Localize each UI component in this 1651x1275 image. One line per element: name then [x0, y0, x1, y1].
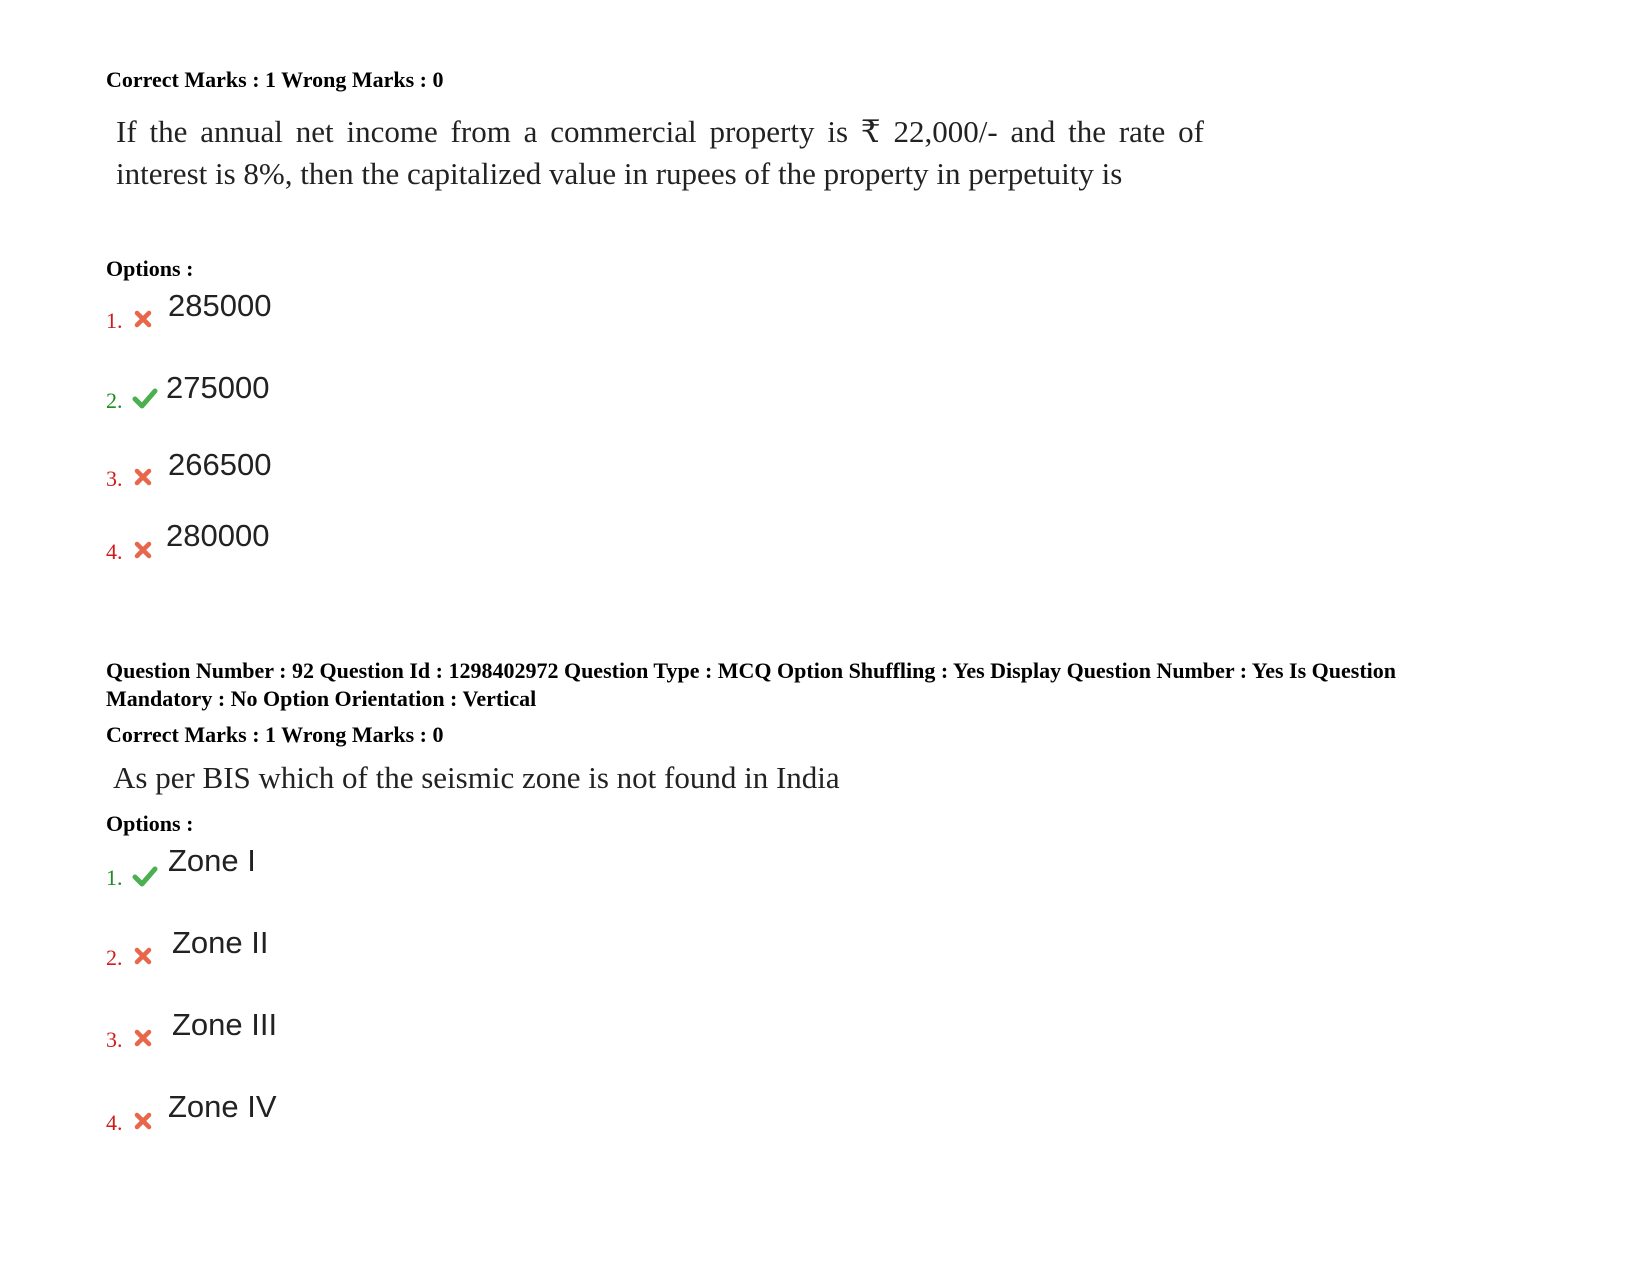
- check-icon: [132, 864, 158, 888]
- q1-options-label: Options :: [106, 256, 194, 281]
- option-text: 285000: [168, 288, 272, 323]
- option-text: 280000: [166, 518, 270, 553]
- cross-icon: [132, 1027, 154, 1049]
- option-text: Zone I: [168, 843, 256, 878]
- option-number: 2.: [106, 388, 123, 413]
- q1-marks: Correct Marks : 1 Wrong Marks : 0: [106, 67, 444, 92]
- option-number: 2.: [106, 945, 123, 970]
- option-number: 3.: [106, 466, 123, 491]
- q2-options-label: Options :: [106, 811, 194, 836]
- option-text: Zone III: [172, 1007, 278, 1042]
- q2-question-text: As per BIS which of the seismic zone is not found in India: [113, 760, 840, 795]
- cross-icon: [132, 945, 154, 967]
- cross-icon: [132, 1110, 154, 1132]
- option-number: 1.: [106, 865, 123, 890]
- option-number: 3.: [106, 1027, 123, 1052]
- option-text: Zone II: [172, 925, 269, 960]
- cross-icon: [132, 539, 154, 561]
- option-number: 4.: [106, 539, 123, 564]
- option-text: Zone IV: [168, 1089, 277, 1124]
- option-number: 4.: [106, 1110, 123, 1135]
- q2-marks: Correct Marks : 1 Wrong Marks : 0: [106, 722, 444, 747]
- check-icon: [132, 386, 158, 410]
- option-text: 275000: [166, 370, 270, 405]
- q1-question-text: If the annual net income from a commercial property is ₹ 22,000/- and the rate of interest is 8%, then the capitalized value in rupees of the property in perpetuity is: [116, 114, 1204, 191]
- option-number: 1.: [106, 308, 123, 333]
- cross-icon: [132, 308, 154, 330]
- cross-icon: [132, 466, 154, 488]
- q2-header: Question Number : 92 Question Id : 1298402972 Question Type : MCQ Option Shuffling : Yes Display Question Number : Yes Is Question Mandatory : No Option Orientation : Vertical: [106, 658, 1396, 711]
- option-text: 266500: [168, 447, 272, 482]
